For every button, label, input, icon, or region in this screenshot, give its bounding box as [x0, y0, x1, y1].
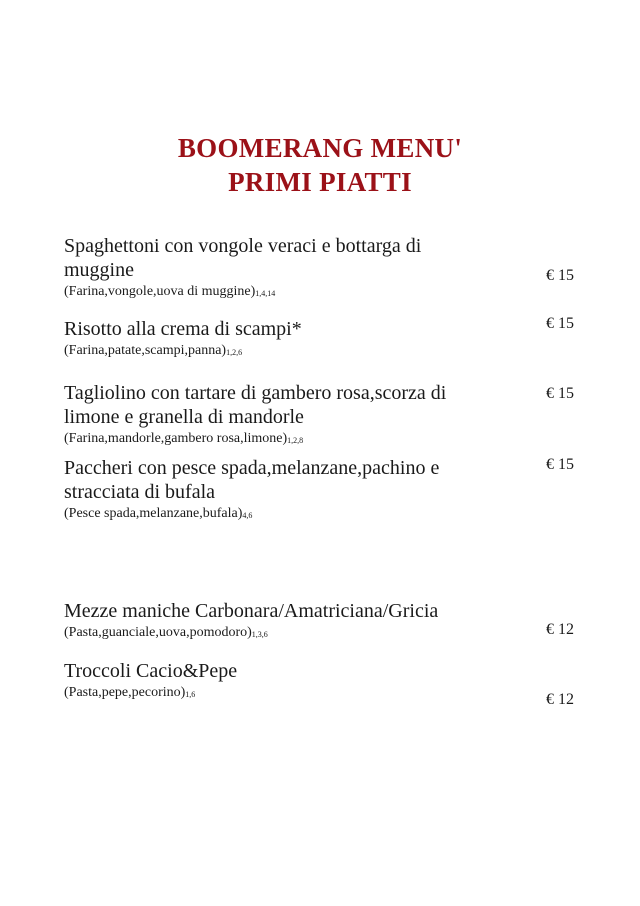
allergens: 1,3,6	[251, 630, 268, 639]
menu-item	[64, 659, 484, 704]
allergens: 4,6	[242, 511, 253, 520]
item-name: Tagliolino con tartare di gambero rosa,scorza di limone e granella di mandorle	[64, 382, 447, 428]
menu-item	[64, 599, 504, 644]
menu-item	[64, 381, 484, 450]
item-price: € 12	[546, 691, 574, 708]
item-ingredients: (Farina,mandorle,gambero $rosa,limone)_{1,2,8}$	[64, 431, 304, 446]
menu-title: BOOMERANG MENU'	[177, 133, 463, 163]
item-price: € 15	[546, 267, 574, 284]
allergens: 1,2,6	[226, 348, 243, 357]
menu-item	[64, 317, 484, 362]
item-price: € 15	[546, 315, 574, 332]
item-ingredients: $(Pasta,pepe,pecorino)_{1,6}$	[64, 685, 196, 700]
item-name: Paccheri con pesce spada,melanzane,pachino e stracciata di bufala	[64, 457, 440, 503]
allergens: 1,2,8	[287, 436, 304, 445]
allergens: 1,6	[185, 690, 196, 699]
item-name: Spaghettoni con vongole veraci e bottarga di muggine	[64, 235, 422, 281]
item-ingredients: $(Farina,patate,scampi,panna)_{1,2,6}$	[64, 343, 243, 358]
item-name: Risotto alla crema di scampi*	[64, 318, 302, 340]
item-price: € 15	[546, 385, 574, 402]
section-title: PRIMI PIATTI	[228, 167, 412, 197]
menu-item	[64, 234, 484, 303]
item-price: € 12	[546, 621, 574, 638]
item-ingredients: (Pesce $spada,melanzane,bufala)_{4,6}$	[64, 506, 253, 521]
allergens: 1,4,14	[255, 289, 276, 298]
item-price: € 15	[546, 456, 574, 473]
item-name: Troccoli Cacio&Pepe	[64, 660, 238, 682]
menu-item	[64, 456, 484, 525]
item-name: Mezze maniche Carbonara/Amatriciana/Gricia	[64, 600, 439, 622]
item-ingredients: $(Pasta,guanciale,uova,pomodoro)_{1,3,6}$	[64, 625, 268, 640]
item-ingredients: (Farina,vongole,uova di $muggine)_{1,4,14}$	[64, 284, 276, 299]
